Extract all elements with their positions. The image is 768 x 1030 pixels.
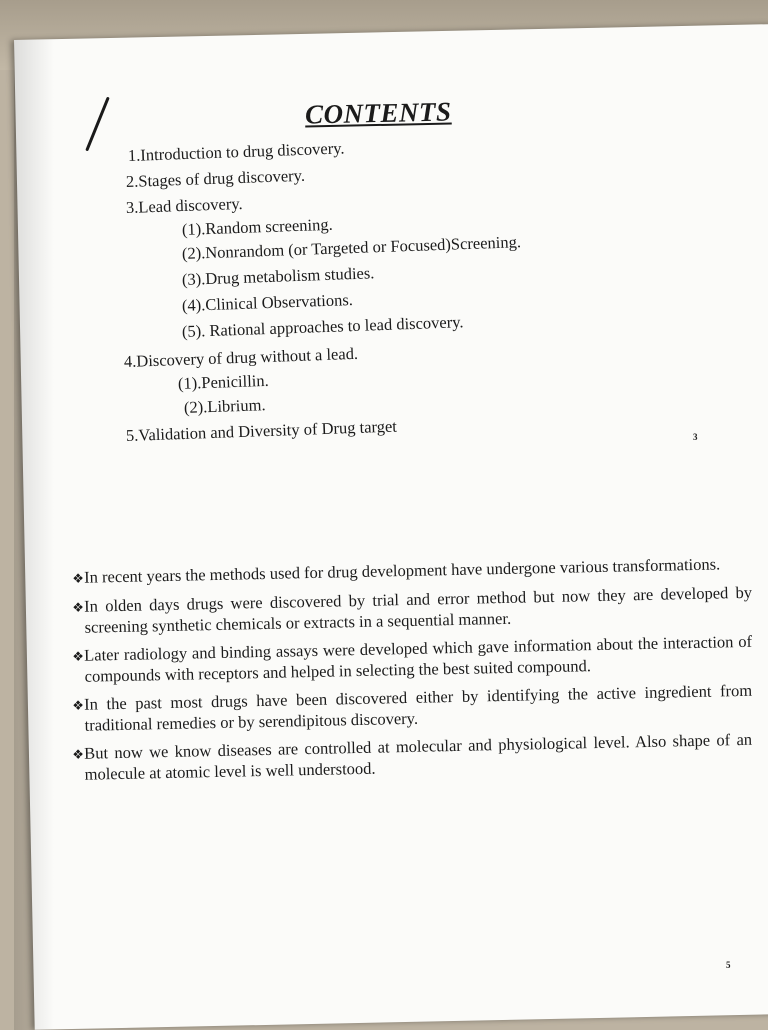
diamond-bullet-icon: ❖: [72, 697, 85, 713]
toc-subitem: (1).Random screening.: [181, 214, 333, 239]
bullet-text: In recent years the methods used for drug development have undergone various transformations.: [83, 554, 721, 587]
list-item: [72, 583, 753, 638]
toc-subitem: (5). Rational approaches to lead discovery.: [181, 312, 464, 341]
contents-heading: CONTENTS: [304, 96, 452, 130]
toc-subitem: (2).Nonrandom (or Targeted or Focused)Screening.: [181, 232, 522, 263]
bullet-text: In olden days drugs were discovered by trial and error method but now they are developed by screening synthetic chemicals or extracts in a sequential manner.: [83, 582, 753, 637]
diamond-bullet-icon: ❖: [72, 648, 85, 664]
bullet-text: In the past most drugs have been discovered either by identifying the active ingredient from traditional remedies or by serendipitous discovery.: [83, 680, 753, 735]
toc-subitem: (2).Librium.: [183, 395, 266, 417]
diamond-bullet-icon: ❖: [72, 599, 85, 615]
toc-item: 4.Discovery of drug without a lead.: [123, 343, 359, 371]
toc-item: 1.Introduction to drug discovery.: [127, 138, 345, 165]
page-number: 5: [726, 960, 731, 970]
page-number: 3: [693, 432, 698, 442]
diamond-bullet-icon: ❖: [72, 570, 85, 586]
list-item: [72, 681, 753, 736]
toc-subitem: (3).Drug metabolism studies.: [181, 263, 375, 289]
toc-item: 5.Validation and Diversity of Drug target: [125, 416, 398, 445]
list-item: [72, 632, 753, 687]
diamond-bullet-icon: ❖: [72, 746, 85, 762]
bullet-list: [72, 554, 753, 793]
bullet-text: But now we know diseases are controlled at molecular and physiological level. Also shape of an molecule at atomic level is well understood.: [83, 729, 753, 784]
toc-subitem: (1).Penicillin.: [177, 370, 269, 393]
list-item: [72, 730, 753, 785]
toc-subitem: (4).Clinical Observations.: [181, 290, 354, 315]
toc-item: 2.Stages of drug discovery.: [125, 165, 306, 191]
bullet-text: Later radiology and binding assays were developed which gave information about the interaction of compounds with receptors and helped in selecting the best suited compound.: [83, 631, 753, 686]
toc-item: 3.Lead discovery.: [125, 193, 243, 217]
